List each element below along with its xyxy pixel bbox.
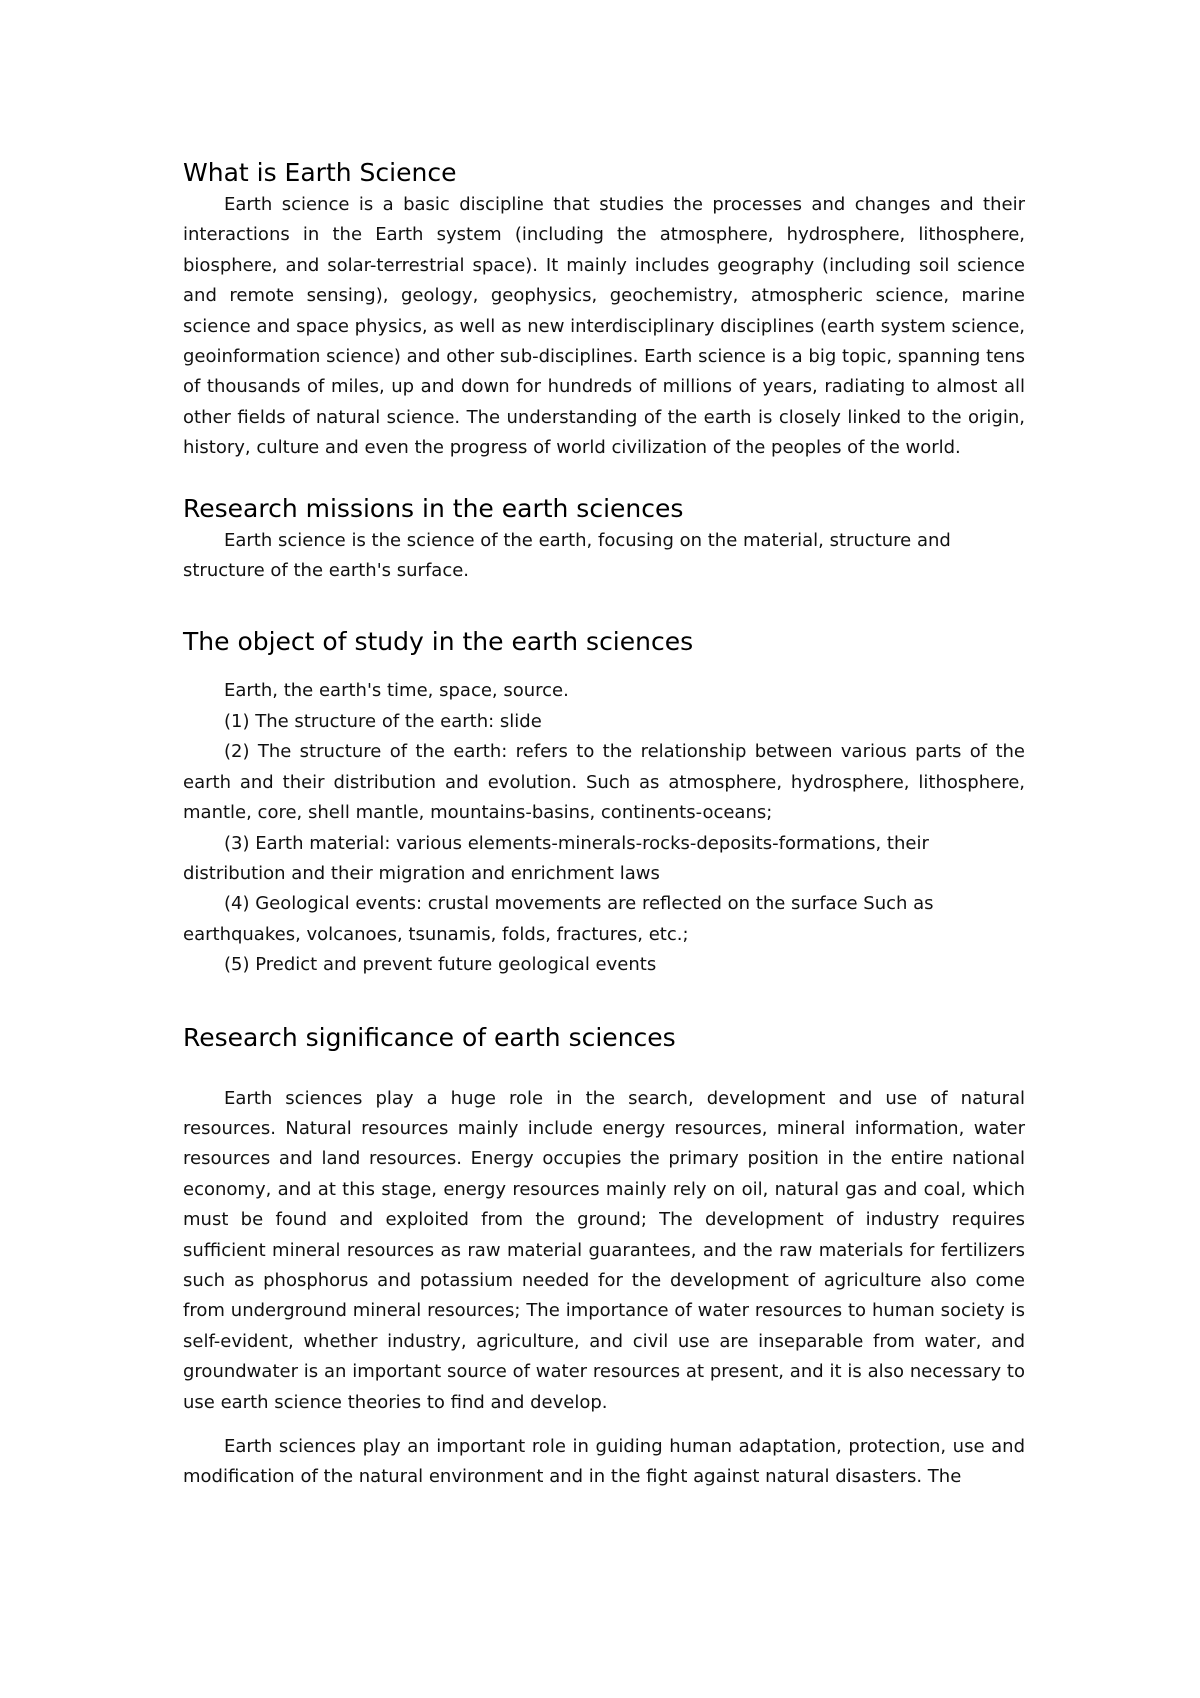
section-paragraph: Earth science is a basic discipline that studies the processes and changes and their interactions in the Earth system (including the atmosphere, hydrosphere, lithosphere, biosphere, and solar-terrestrial space). It mainly includes geography (including soil science and remote sensing), geology, geophysics, geochemistry, atmospheric science, marine science and space physics, as well as new interdisciplinary disciplines (earth system science, geoinformation science) and other sub-disciplines. Earth science is a big topic, spanning tens of thousands of miles, up and down for hundreds of millions of years, radiating to almost all other fields of natural science. The understanding of the earth is closely linked to the origin, history, culture and even the progress of world civilization of the peoples of the world. <box>183 194 1025 459</box>
list-item: (1) The structure of the earth: slide <box>224 710 542 732</box>
list-item: (4) Geological events: crustal movements are reflected on the surface Such as earthquakes, volcanoes, tsunamis, folds, fractures, etc.; <box>183 893 934 945</box>
section-paragraph: Earth sciences play a huge role in the search, development and use of natural resources. Natural resources mainly include energy resources, mineral information, water resources and land resources. Energy occupies the primary position in the entire national economy, and at this stage, energy resources mainly rely on oil, natural gas and coal, which must be found and exploited from the ground; The development of industry requires sufficient mineral resources as raw material guarantees, and the raw materials for fertilizers such as phosphorus and potassium needed for the development of agriculture also come from underground mineral resources; The importance of water resources to human society is self-evident, whether industry, agriculture, and civil use are inseparable from water, and groundwater is an important source of water resources at present, and it is also necessary to use earth science theories to find and develop. <box>183 1087 1025 1413</box>
section-title-research-missions: Research missions in the earth sciences <box>183 493 684 523</box>
document-page <box>183 150 1025 1493</box>
list-item: (3) Earth material: various elements-minerals-rocks-deposits-formations, their distribution and their migration and enrichment laws <box>183 832 929 884</box>
section-title-research-significance: Research significance of earth sciences <box>183 1022 676 1052</box>
section-title-object-of-study: The object of study in the earth sciences <box>183 627 694 657</box>
section-paragraph: Earth science is the science of the earth, focusing on the material, structure and structure of the earth's surface. <box>183 529 951 582</box>
section-title-what-is-earth-science: What is Earth Science <box>183 158 457 187</box>
list-item: (5) Predict and prevent future geological events <box>224 954 657 976</box>
list-item: (2) The structure of the earth: refers to the relationship between various parts of the earth and their distribution and evolution. Such as atmosphere, hydrosphere, lithosphere, mantle, core, shell mantle, mountains-basins, continents-oceans; <box>183 741 1025 824</box>
section-paragraph: Earth sciences play an important role in guiding human adaptation, protection, use and modification of the natural environment and in the fight against natural disasters. The <box>183 1436 1025 1488</box>
section-paragraph: Earth, the earth's time, space, source. <box>224 680 569 702</box>
